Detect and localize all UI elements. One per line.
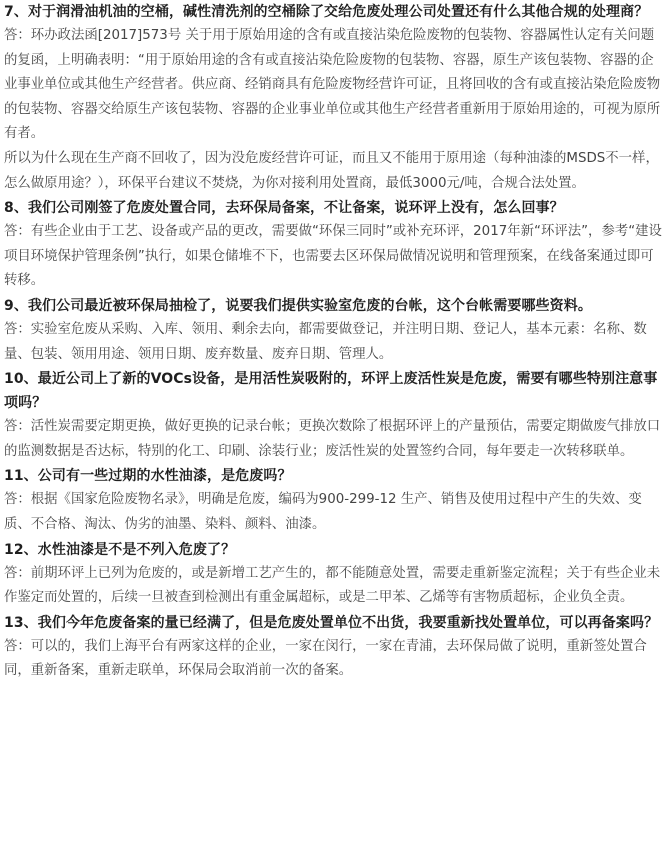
faq-document — [4, 0, 664, 684]
faq-item-7 — [4, 0, 664, 196]
faq-item-8 — [4, 196, 664, 294]
faq-question: 7、对于润滑油机油的空桶，碱性清洗剂的空桶除了交给危废处理公司处置还有什么其他合规的处理商？ — [4, 4, 649, 20]
faq-question: 8、我们公司刚签了危废处置合同，去环保局备案，不让备案，说环评上没有，怎么回事？ — [4, 200, 564, 217]
answer-paragraph: 答：实验室危废从采购、入库、领用、剩余去向，都需要做登记，并注明日期、登记人，基本元素：名称、数量、包装、领用用途、领用日期、废弃数量、废弃日期、管理人。 — [4, 321, 647, 362]
answer-paragraph: 所以为什么现在生产商不回收了，因为没危废经营许可证，而且又不能用于原用途（每种油漆的MSDS不一样，怎么做原用途？），环保平台建议不焚烧，为你对接利用处置商，最低3000元/吨，合规合法处置。 — [4, 150, 659, 191]
faq-item-11 — [4, 464, 664, 537]
faq-item-13 — [4, 611, 664, 684]
faq-item-12 — [4, 538, 664, 611]
faq-question: 12、水性油漆是不是不列入危废了？ — [4, 541, 236, 558]
faq-answer — [4, 24, 664, 196]
faq-question: 9、我们公司最近被环保局抽检了，说要我们提供实验室危废的台帐，这个台帐需要哪些资料。 — [4, 297, 592, 314]
faq-item-9 — [4, 294, 664, 367]
faq-question: 11、公司有一些过期的水性油漆，是危废吗？ — [4, 468, 292, 485]
faq-item-10 — [4, 367, 664, 464]
faq-answer — [4, 562, 664, 611]
faq-answer — [4, 318, 664, 367]
answer-paragraph: 答：活性炭需要定期更换，做好更换的记录台帐；更换次数除了根据环评上的产量预估，需要定期做废气排放口的监测数据是否达标，特别的化工、印刷、涂装行业；废活性炭的处置签约合同，每年要走一次转移联单。 — [4, 419, 661, 459]
answer-paragraph: 答：环办政法函[2017]573号 关于用于原始用途的含有或直接沾染危险废物的包装物、容器属性认定有关问题的复函，上明确表明：“用于原始用途的含有或直接沾染危险废物的包装物、容器，原生产该包装物、容器的企业事业单位或其他生产经营者。供应商、经销商具有危险废物经营许可证，且将回收的含有或直接沾染危险废物的包装物、容器交给原生产该包装物、容器的企业事业单位或其他生产经营者重新用于原始用途的，可视为原所有者。 — [4, 28, 661, 142]
answer-paragraph: 答：有些企业由于工艺、设备或产品的更改，需要做“环保三同时”或补充环评，2017年新“环评法”，参考“建设项目环境保护管理条例”执行，如果仓储堆不下，也需要去区环保局做情况说明和管理预案，在线备案通过即可转移。 — [4, 224, 662, 289]
answer-paragraph: 答：根据《国家危险废物名录》，明确是危废，编码为900-299-12 生产、销售及使用过程中产生的失效、变质、不合格、淘汰、伪劣的油墨、染料、颜料、油漆。 — [4, 492, 642, 532]
faq-question: 10、最近公司上了新的VOCs设备，是用活性炭吸附的，环评上废活性炭是危废，需要有哪些特别注意事项吗？ — [4, 371, 658, 412]
faq-answer — [4, 488, 664, 537]
answer-paragraph: 答：可以的，我们上海平台有两家这样的企业，一家在闵行，一家在青浦，去环保局做了说明，重新签处置合同，重新备案，重新走联单，环保局会取消前一次的备案。 — [4, 638, 647, 679]
answer-paragraph: 答：前期环评上已列为危废的，或是新增工艺产生的，都不能随意处置，需要走重新鉴定流程；关于有些企业未作鉴定而处置的，后续一旦被查到检测出有重金属超标，或是二甲苯、乙烯等有害物质超标，企业负全责。 — [4, 565, 661, 606]
faq-answer — [4, 220, 664, 294]
faq-answer — [4, 415, 664, 464]
faq-answer — [4, 635, 664, 684]
faq-question: 13、我们今年危废备案的量已经满了，但是危废处置单位不出货，我要重新找处置单位，可以再备案吗？ — [4, 614, 659, 631]
